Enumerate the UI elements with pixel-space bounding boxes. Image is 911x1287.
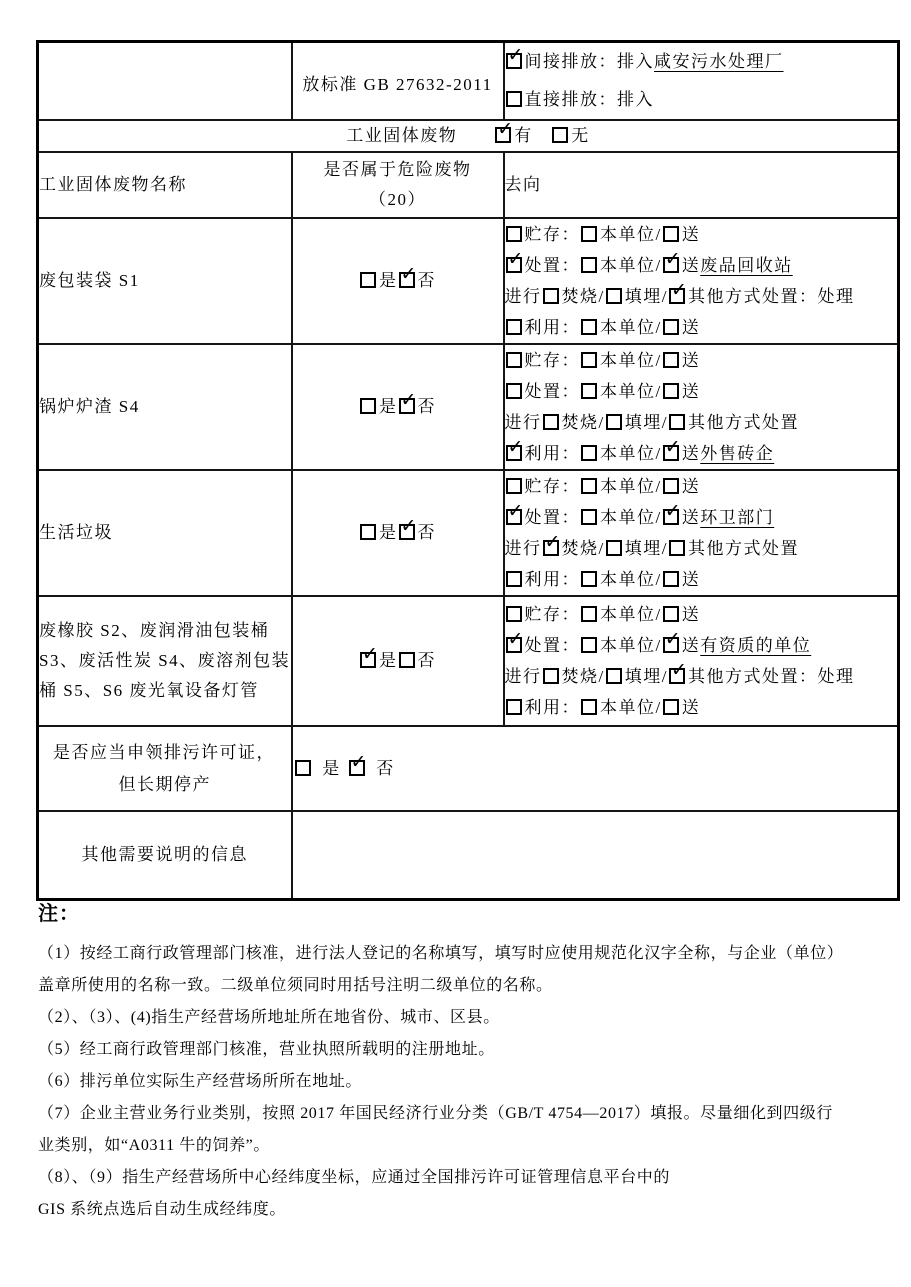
utilization-line: 利用： 本单位/ 送 — [505, 564, 898, 595]
note-line: （6）排污单位实际生产经营场所所在地址。 — [38, 1073, 363, 1090]
checkbox-unchecked-icon — [606, 668, 622, 684]
checkbox-unchecked-icon — [669, 414, 685, 430]
method-line: 进行 焚烧/ 填埋/ 其他方式处置 — [504, 413, 799, 432]
checkbox-unchecked-icon — [506, 226, 522, 242]
solid-waste-banner-row — [38, 120, 899, 152]
checkbox-unchecked-icon — [663, 606, 679, 622]
column-header-row — [38, 152, 899, 218]
disposal-line: ✓处置： 本单位/ ✓ 送环卫部门 — [505, 502, 898, 533]
note-line: 盖章所使用的名称一致。二级单位须同时用括号注明二级单位的名称。 — [38, 977, 553, 994]
direct-discharge-line: 直接排放：排入 — [505, 81, 898, 119]
checkbox-unchecked-icon — [552, 127, 568, 143]
checkbox-unchecked-icon — [581, 509, 597, 525]
checkbox-checked-icon — [399, 272, 415, 288]
checkbox-checked-icon — [669, 288, 685, 304]
notes-section — [38, 898, 898, 1226]
discharge-standard-label: 放标准 GB 27632-2011 — [292, 42, 504, 121]
checkbox-checked-icon — [360, 652, 376, 668]
checkbox-checked-icon — [663, 257, 679, 273]
permit-question-line1: 是否应当申领排污许可证， — [53, 742, 275, 762]
storage-line: 贮存： 本单位/ 送 — [505, 599, 898, 630]
destination-cell — [504, 218, 899, 344]
checkbox-unchecked-icon — [606, 288, 622, 304]
checkbox-unchecked-icon — [581, 637, 597, 653]
checkbox-unchecked-icon — [360, 272, 376, 288]
checkbox-unchecked-icon — [663, 699, 679, 715]
other-info-value-cell — [292, 811, 899, 899]
checkbox-unchecked-icon — [506, 319, 522, 335]
checkbox-checked-icon — [663, 637, 679, 653]
checkbox-unchecked-icon — [295, 760, 311, 776]
discharge-standard-row — [38, 42, 899, 121]
destination-cell — [504, 470, 899, 596]
checkbox-unchecked-icon — [663, 226, 679, 242]
note-line: 业类别，如“A0311 牛的饲养”。 — [38, 1137, 270, 1154]
waste-row-rubber-and-others — [38, 596, 899, 726]
checkbox-checked-icon — [506, 509, 522, 525]
checkbox-unchecked-icon — [663, 352, 679, 368]
header-destination: 去向 — [504, 152, 899, 218]
storage-line: 贮存： 本单位/ 送 — [505, 345, 898, 376]
permit-question-label — [38, 726, 292, 811]
note-line: （7）企业主营业务行业类别，按照 2017 年国民经济行业分类（GB/T 4754—2017）填报。尽量细化到四级行 — [38, 1105, 833, 1122]
note-line: （5）经工商行政管理部门核准，营业执照所载明的注册地址。 — [38, 1041, 495, 1058]
waste-name: 锅炉炉渣 S4 — [38, 344, 292, 470]
waste-row-packaging-bags — [38, 218, 899, 344]
checkbox-unchecked-icon — [360, 524, 376, 540]
header-waste-name: 工业固体废物名称 — [38, 152, 292, 218]
waste-row-boiler-slag — [38, 344, 899, 470]
checkbox-checked-icon — [663, 509, 679, 525]
checkbox-unchecked-icon — [581, 383, 597, 399]
checkbox-unchecked-icon — [581, 319, 597, 335]
checkbox-unchecked-icon — [581, 571, 597, 587]
solid-waste-banner: 工业固体废物 ✓ 有 无 — [38, 120, 899, 152]
checkbox-checked-icon — [506, 445, 522, 461]
checkbox-unchecked-icon — [399, 652, 415, 668]
filled-in-value: 外售砖企 — [700, 444, 775, 463]
checkbox-unchecked-icon — [581, 257, 597, 273]
checkbox-unchecked-icon — [663, 478, 679, 494]
checkbox-unchecked-icon — [581, 352, 597, 368]
other-info-row — [38, 811, 899, 899]
method-line: 进行 焚烧/ 填埋/ ✓ 其他方式处置：处理 — [505, 281, 898, 312]
checkbox-unchecked-icon — [506, 91, 522, 107]
note-line: （2）、（3）、(4)指生产经营场所地址所在地省份、城市、区县。 — [38, 1009, 500, 1026]
destination-cell — [504, 596, 899, 726]
header-hazardous — [292, 152, 504, 218]
other-info-label: 其他需要说明的信息 — [38, 811, 292, 899]
hazardous-choice: 是 ✓ 否 — [292, 344, 504, 470]
indirect-discharge-line: ✓间接排放：排入咸安污水处理厂 — [505, 43, 898, 81]
checkbox-checked-icon — [506, 637, 522, 653]
utilization-line: 利用： 本单位/ 送 — [505, 312, 898, 343]
checkbox-checked-icon — [506, 53, 522, 69]
utilization-line: ✓利用： 本单位/ ✓ 送外售砖企 — [505, 438, 898, 469]
checkbox-checked-icon — [349, 760, 365, 776]
checkbox-unchecked-icon — [581, 478, 597, 494]
method-line: 进行 ✓ 焚烧/ 填埋/ 其他方式处置 — [505, 533, 898, 564]
checkbox-unchecked-icon — [581, 226, 597, 242]
empty-cell — [38, 42, 292, 121]
utilization-line: 利用： 本单位/ 送 — [505, 692, 898, 723]
checkbox-unchecked-icon — [581, 445, 597, 461]
destination-cell — [504, 344, 899, 470]
waste-name: 废包装袋 S1 — [38, 218, 292, 344]
checkbox-unchecked-icon — [360, 398, 376, 414]
checkbox-checked-icon — [669, 668, 685, 684]
filled-in-value: 有资质的单位 — [700, 636, 812, 655]
filled-in-value: 环卫部门 — [700, 508, 775, 527]
disposal-line: ✓处置： 本单位/ ✓ 送有资质的单位 — [505, 630, 898, 661]
checkbox-unchecked-icon — [663, 571, 679, 587]
filled-in-value: 废品回收站 — [700, 256, 793, 275]
checkbox-checked-icon — [506, 257, 522, 273]
checkbox-unchecked-icon — [669, 540, 685, 556]
checkbox-checked-icon — [399, 398, 415, 414]
header-hazardous-line2: （20） — [369, 190, 426, 209]
checkbox-unchecked-icon — [506, 352, 522, 368]
checkbox-unchecked-icon — [581, 606, 597, 622]
checkbox-unchecked-icon — [506, 478, 522, 494]
note-line: GIS 系统点选后自动生成经纬度。 — [38, 1201, 286, 1218]
disposal-line: 处置： 本单位/ 送 — [505, 376, 898, 407]
waste-name: 生活垃圾 — [38, 470, 292, 596]
checkbox-checked-icon — [543, 540, 559, 556]
checkbox-unchecked-icon — [543, 288, 559, 304]
pollutant-registration-table — [36, 40, 900, 901]
checkbox-unchecked-icon — [543, 668, 559, 684]
waste-name: 废橡胶 S2、废润滑油包装桶 S3、废活性炭 S4、废溶剂包装桶 S5、S6 废光氧设备灯管 — [38, 596, 292, 726]
storage-line: 贮存： 本单位/ 送 — [505, 219, 898, 250]
waste-row-domestic-garbage — [38, 470, 899, 596]
notes-heading: 注： — [38, 903, 80, 925]
checkbox-checked-icon — [399, 524, 415, 540]
storage-line: 贮存： 本单位/ 送 — [505, 471, 898, 502]
hazardous-choice: ✓是 否 — [292, 596, 504, 726]
checkbox-unchecked-icon — [663, 383, 679, 399]
note-line: （8）、（9）指生产经营场所中心经纬度坐标，应通过全国排污许可证管理信息平台中的 — [38, 1169, 671, 1186]
checkbox-unchecked-icon — [606, 414, 622, 430]
method-line: 进行 焚烧/ 填埋/ ✓ 其他方式处置：处理 — [505, 661, 898, 692]
header-hazardous-line1: 是否属于危险废物 — [323, 160, 472, 179]
checkbox-unchecked-icon — [506, 699, 522, 715]
checkbox-unchecked-icon — [543, 414, 559, 430]
disposal-line: ✓处置： 本单位/ ✓ 送废品回收站 — [505, 250, 898, 281]
hazardous-choice: 是 ✓ 否 — [292, 470, 504, 596]
discharge-mode-cell — [504, 42, 899, 121]
checkbox-unchecked-icon — [506, 606, 522, 622]
permit-question-row — [38, 726, 899, 811]
checkbox-unchecked-icon — [606, 540, 622, 556]
checkbox-unchecked-icon — [663, 319, 679, 335]
checkbox-checked-icon — [663, 445, 679, 461]
checkbox-checked-icon — [495, 127, 511, 143]
permit-answer-cell: 是 ✓ 否 — [292, 726, 899, 811]
checkbox-unchecked-icon — [506, 383, 522, 399]
checkbox-unchecked-icon — [581, 699, 597, 715]
hazardous-choice: 是 ✓ 否 — [292, 218, 504, 344]
permit-question-line2: 但长期停产 — [118, 774, 211, 794]
note-line: （1）按经工商行政管理部门核准，进行法人登记的名称填写，填写时应使用规范化汉字全称，与企业（单位） — [38, 945, 844, 962]
filled-in-value: 咸安污水处理厂 — [654, 52, 784, 71]
checkbox-unchecked-icon — [506, 571, 522, 587]
